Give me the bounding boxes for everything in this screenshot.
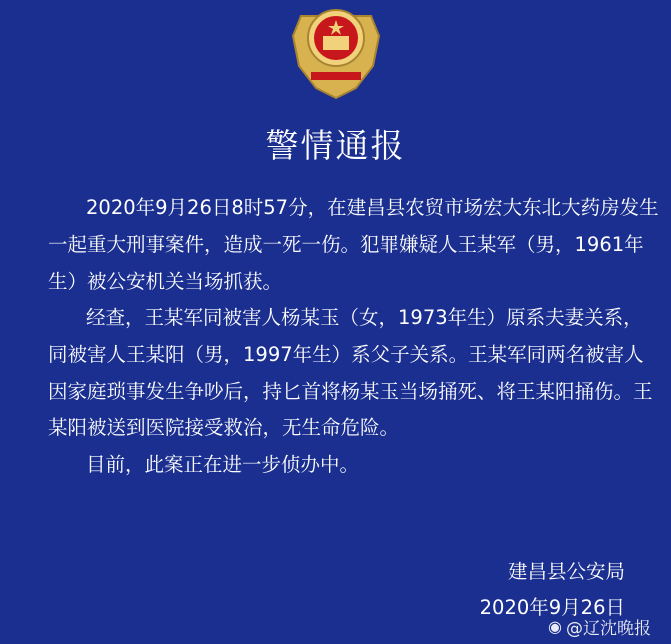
paragraph-line: 同被害人王某阳（男，1997年生）系父子关系。王某军同两名被害人 [48, 343, 644, 366]
paragraph-line: 经查，王某军同被害人杨某玉（女，1973年生）原系夫妻关系， [86, 306, 643, 329]
watermark [548, 614, 651, 639]
paragraph-line: 某阳被送到医院接受救治，无生命危险。 [48, 416, 400, 439]
page-title: 警情通报 [265, 126, 406, 165]
paragraph-line: 生）被公安机关当场抓获。 [48, 270, 283, 293]
signature-org: 建昌县公安局 [507, 560, 625, 583]
paragraph-line: 目前，此案正在进一步侦办中。 [86, 453, 360, 476]
police-emblem-icon [281, 0, 391, 102]
paragraph-line: 一起重大刑事案件，造成一死一伤。犯罪嫌疑人王某军（男，1961年 [48, 233, 644, 256]
paragraph-line: 2020年9月26日8时57分，在建昌县农贸市场宏大东北大药房发生 [86, 196, 659, 219]
weibo-icon: ◉ [548, 617, 562, 636]
signature-date: 2020年9月26日 [479, 596, 625, 619]
paragraph-line: 因家庭琐事发生争吵后，持匕首将杨某玉当场捅死、将王某阳捅伤。王 [48, 380, 653, 403]
watermark-text: @辽沈晚报 [565, 619, 651, 639]
